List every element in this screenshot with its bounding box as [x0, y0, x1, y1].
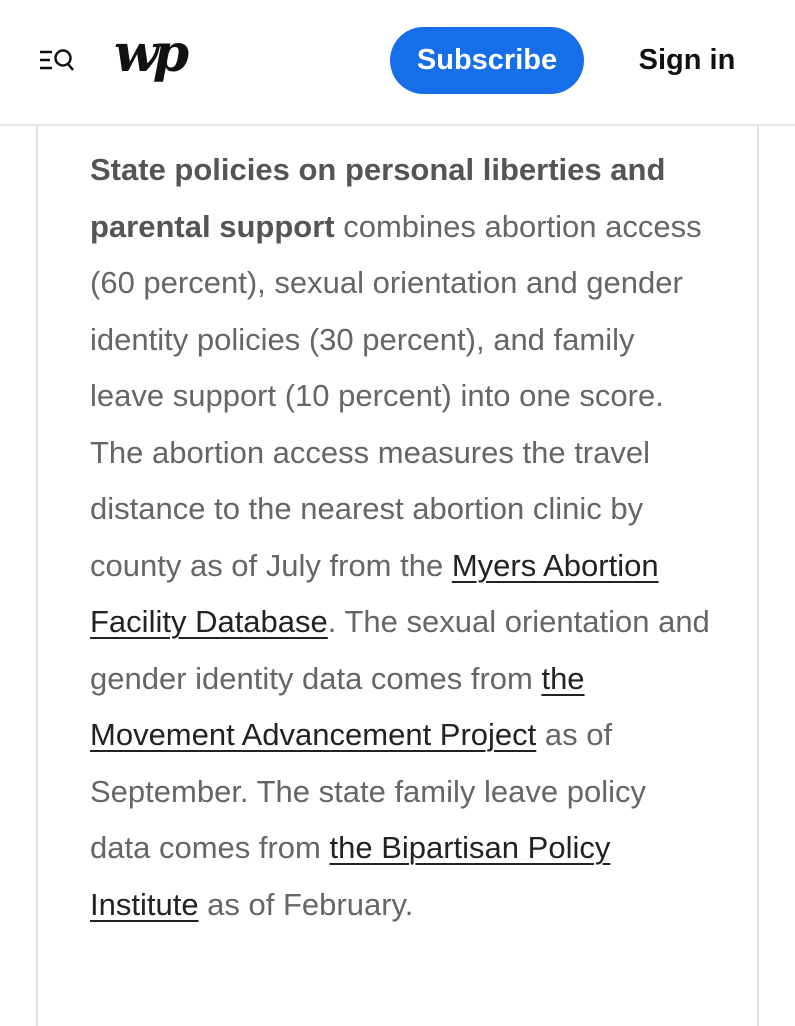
methodology-paragraph [90, 142, 710, 933]
myers-database-link[interactable]: Myers Abortion Facility Database [90, 547, 659, 639]
menu-search-icon[interactable] [38, 46, 76, 78]
subscribe-button[interactable]: Subscribe [390, 27, 584, 94]
paragraph-lead: State policies on personal liberties and parental support [90, 152, 666, 244]
text-segment: . The sexual orientation and gender identity data comes from [90, 604, 710, 696]
movement-advancement-project-link[interactable]: the Movement Advancement Project [90, 660, 585, 752]
bipartisan-policy-institute-link[interactable]: the Bipartisan Policy Institute [90, 830, 611, 922]
text-segment: as of September. The state family leave policy data comes from [90, 717, 646, 865]
site-header [0, 0, 795, 126]
text-segment: as of February. [198, 886, 414, 922]
washington-post-logo[interactable]: wp [114, 23, 184, 84]
sign-in-link[interactable]: Sign in [638, 44, 736, 76]
text-segment: combines abortion access (60 percent), sexual orientation and gender identity policies (30 percent), and family leave support (10 percent) into one score. The abortion access measures the travel distance to the nearest abortion clinic by county as of July from the [90, 208, 702, 583]
